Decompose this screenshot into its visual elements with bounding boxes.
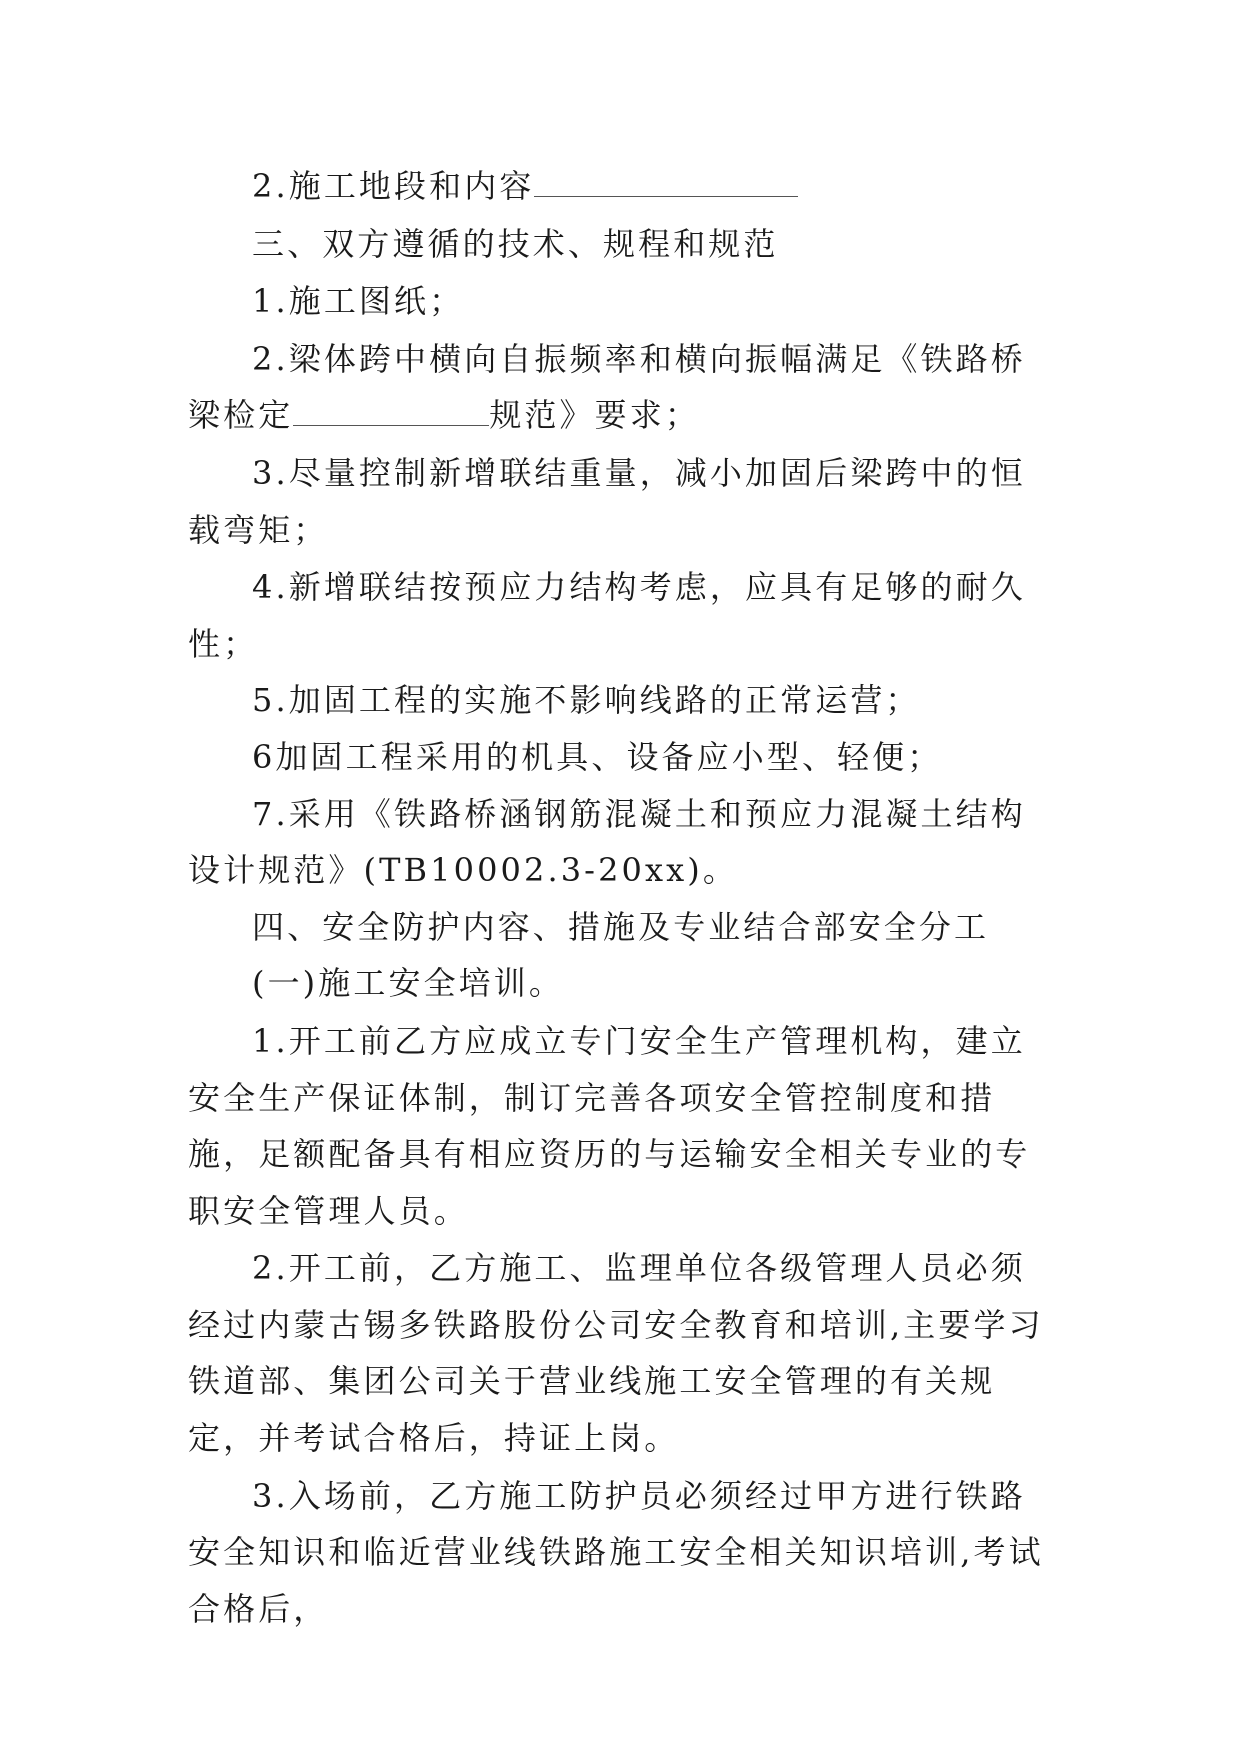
paragraph-item-6 — [188, 729, 1048, 786]
section-heading-4 — [188, 899, 1048, 956]
paragraph-text: 2.开工前，乙方施工、监理单位各级管理人员必须经过内蒙古锡多铁路股份公司安全教育和培训,主要学习铁道部、集团公司关于营业线施工安全管理的有关规定，并考试合格后，持证上岗。 — [188, 1249, 1044, 1458]
paragraph-text: 2.施工地段和内容 — [252, 167, 535, 205]
paragraph-text: 1.开工前乙方应成立专门安全生产管理机构，建立安全生产保证体制，制订完善各项安全管控制度和措施，足额配备具有相应资历的与运输安全相关专业的专职安全管理人员。 — [188, 1021, 1031, 1230]
subsection-heading-1 — [188, 955, 1048, 1012]
heading-text: 四、安全防护内容、措施及专业结合部安全分工 — [252, 907, 990, 946]
paragraph-item-1 — [188, 273, 1048, 330]
section-heading-3 — [188, 216, 1048, 273]
paragraph-training-1 — [188, 1013, 1048, 1239]
paragraph-text: 7.采用《铁路桥涵钢筋混凝土和预应力混凝土结构设计规范》(TB10002.3-20xx)。 — [188, 794, 1026, 890]
paragraph-item-5 — [188, 672, 1048, 729]
paragraph-text: 6加固工程采用的机具、设备应小型、轻便； — [252, 737, 943, 776]
paragraph-item-2 — [188, 331, 1048, 444]
fill-in-blank — [293, 403, 489, 426]
paragraph-item-7 — [188, 786, 1048, 899]
paragraph-text: 3.入场前，乙方施工防护员必须经过甲方进行铁路安全知识和临近营业线铁路施工安全相关知识培训,考试合格后， — [188, 1476, 1044, 1628]
paragraph-text: 5.加固工程的实施不影响线路的正常运营； — [252, 681, 921, 720]
paragraph-text: 3.尽量控制新增联结重量，减小加固后梁跨中的恒载弯矩； — [188, 453, 1026, 549]
paragraph-construction-section — [188, 158, 1048, 215]
paragraph-training-3 — [188, 1468, 1048, 1638]
heading-text: (一)施工安全培训。 — [252, 964, 564, 1003]
fill-in-blank — [534, 174, 798, 197]
paragraph-text: 1.施工图纸； — [252, 282, 465, 321]
paragraph-text-after: 规范》要求； — [489, 396, 700, 435]
paragraph-item-3 — [188, 445, 1048, 558]
paragraph-training-2 — [188, 1240, 1048, 1466]
heading-text: 三、双方遵循的技术、规程和规范 — [252, 224, 779, 263]
paragraph-item-4 — [188, 559, 1048, 672]
paragraph-text: 4.新增联结按预应力结构考虑，应具有足够的耐久性； — [188, 568, 1026, 663]
document-body — [188, 158, 1048, 1637]
paragraph-text: 2.梁体跨中横向自振频率和横向振幅满足《铁路桥梁检定 — [188, 339, 1026, 435]
